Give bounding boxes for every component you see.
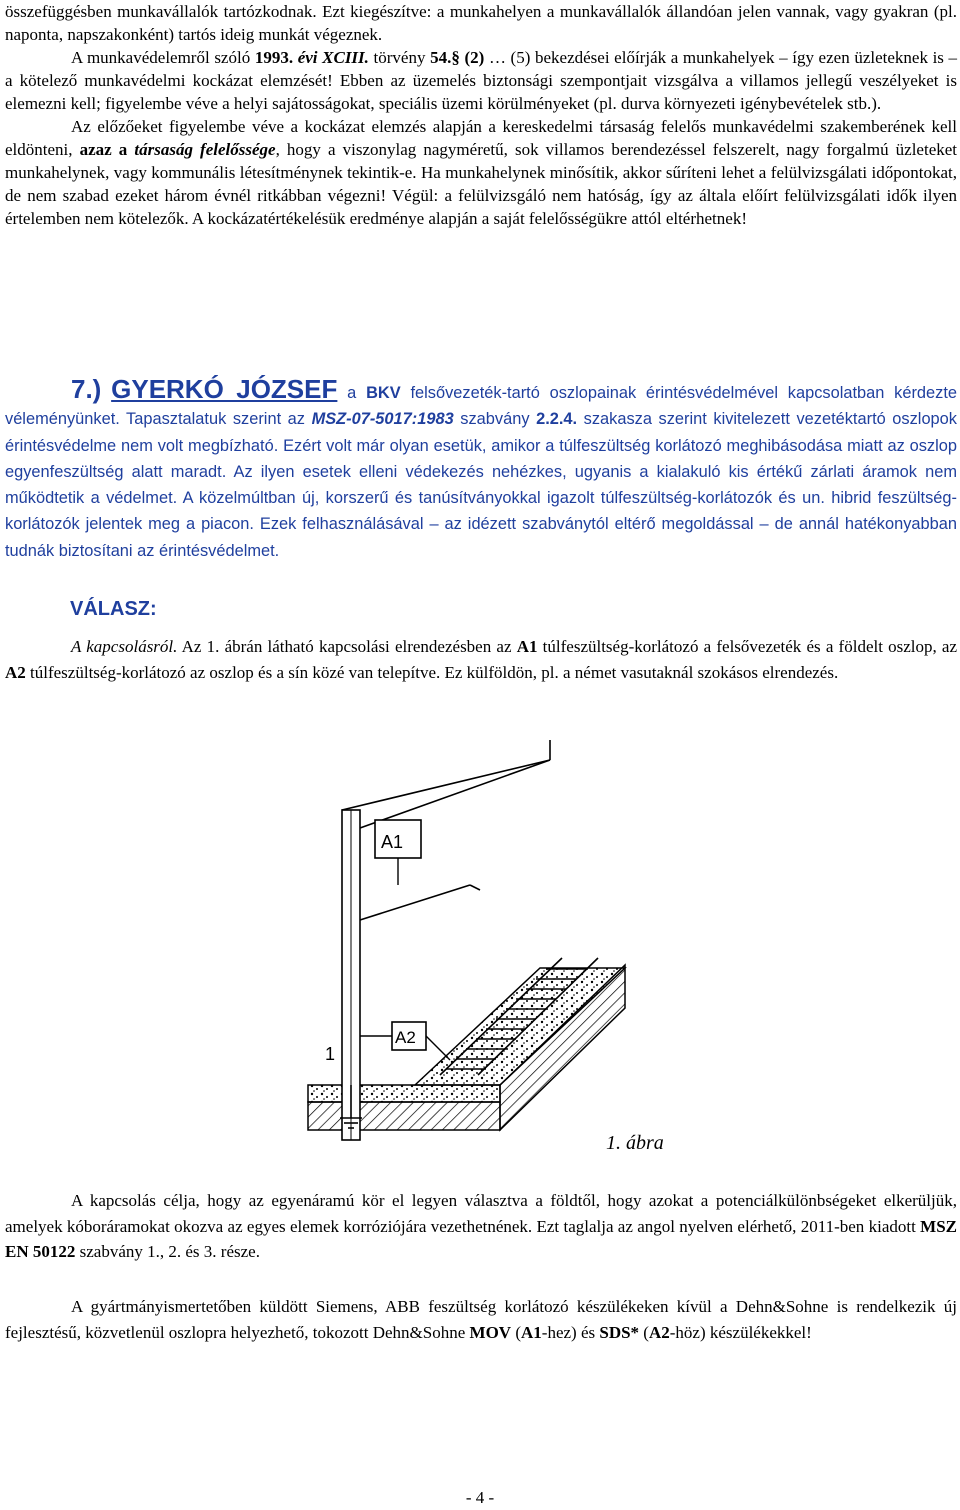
figure-caption: 1. ábra [606,1132,664,1154]
paren-open-1: ( [515,1322,521,1342]
answer-text-3: túlfeszültség-korlátozó az oszlop és a sín közé van telepítve. Ez külföldön, pl. a német vasutaknál szokásos elrendezés. [30,662,839,682]
surge-arrester-a1 [375,820,421,885]
label-a1: A1 [516,637,538,656]
device-sds: SDS* [599,1322,640,1342]
text-consideration: Az előzőeket figyelembe véve a kockázat elemzés alapján a kereskedelmi társaság felelős munkavédelmi szakemberének kell eldönteni, [5,117,957,159]
law-word: törvény [373,48,426,67]
text-responsibility: társaság felelőssége [134,140,276,159]
answer-heading: VÁLASZ: [70,598,157,620]
text-azaz: azaz a [79,140,128,159]
device-mov: MOV [469,1322,512,1342]
manufacturers-text-1: A gyártmányismertetőben küldött Siemens, ABB feszültség korlátozó készülékeken kívül a Dehn&Sohne is rendelkezik új fejlesztésű, közvetlenül oszlopra helyezhető, tokozott Dehn&Sohne [5,1297,957,1342]
text-consideration-rest: , hogy a viszonylag nagyméretű, sok villamos berendezéssel felszerelt, nagy forgalmú üzleteket munkahelynek, vagy kommunális létesítménynek tekintik-e. Ha munkahelynek minősítik, akkor sűríteni lehet a felülvizsgálati időpontokat, de nem szabad ezeket három évnél ritkábban végezni! Végül: a felülvizsgáló nem hatóság, így az általa előírt felülvizsgálati idők ilyen értelemben nem kötelezők. A kockázatértékelésük eredménye alapján a saját felelősségükre attól eltérhetnek! [5,140,958,228]
device-a2: A2 [648,1322,670,1342]
law-year: 1993. [254,48,294,67]
figure-label-1: 1 [325,1044,336,1064]
figure-label-a1: A1 [381,832,404,852]
page-number: - 4 - [465,1488,495,1507]
figure-label-a2: A2 [395,1028,416,1047]
answer-lead: A kapcsolásról. [71,637,178,656]
standard-section: 2.2.4. [536,410,578,429]
question-text-2: szabvány [460,410,530,429]
paren-open-2: ( [643,1322,649,1342]
purpose-text-1: A kapcsolás célja, hogy az egyenáramú kör el legyen választva a földtől, hogy azokat a potenciálkülönbségeket elkerüljük, amelyek kóboráramokat okozva az egyes elemek korróziójára vezethetnének. Ezt taglalja az angol nyelven elérhető, 2011-ben kiadott [5,1191,957,1236]
paragraph-manufacturers [5,1294,957,1345]
surge-arrester-a2 [360,1022,450,1060]
label-a2: A2 [5,662,26,682]
question-number: 7.) [71,374,102,404]
purpose-text-2: szabvány 1., 2. és 3. része. [79,1242,260,1262]
question-text-1: felsővezeték-tartó oszlopainak érintésvédelmével kapcsolatban kérdezte véleményünket. Tapasztalatuk szerint az [5,384,958,429]
text-law-body: … (5) bekezdései előírják a munkahelyek – így ezen üzleteknek is – a kötelező munkavédelmi kockázat elemzését! Ebben az üzemelés biztonsági szempontjait vizsgálva a villamos jellegű veszélyeket is elemezni kell; figyelembe véve a helyi sajátosságokat, speciális üzemi körülményeket (pl. durva környezeti igénybevételek stb.). [5,48,958,113]
law-number: évi XCIII. [297,48,369,67]
answer-text-2: túlfeszültség-korlátozó a felsővezeték és a földelt oszlop, az [542,637,958,656]
standard-reference: MSZ-07-5017:1983 [311,410,454,429]
answer-text-1: Az 1. ábrán látható kapcsolási elrendezésben az [181,637,512,656]
paragraph-risk-assessment [5,0,957,230]
standard-en-50122: MSZ EN 50122 [5,1216,958,1262]
question-7 [5,376,957,564]
text-law-intro: A munkavédelemről szóló [71,48,251,67]
paragraph-purpose [5,1188,957,1265]
company-bkv: BKV [366,384,401,402]
law-paragraph: 54.§ (2) [430,48,485,67]
manufacturers-text-2: -hez) és [541,1322,596,1342]
cantilever-arm [342,740,550,920]
device-a1: A1 [521,1322,542,1342]
manufacturers-text-3: -höz) készülékekkel! [669,1322,812,1342]
question-text-3: szakasza szerint kivitelezett vezetéktartó oszlopok érintésvédelme nem volt megbízható. Ezért volt már olyan esetük, amikor a túlfeszültség korlátozó meghibásodása miatt az oszlop egyenfeszültség alatt maradt. Az ilyen esetek elleni védekezés nehézkes, ugyanis a kialakuló kis értékű zárlati áramok nem működtetik a védelmet. A közelmúltban új, korszerű és tanúsítványokkal igazolt túlfeszültség-korlátozók és un. hibrid feszültség-korlátozók jelentek meg a piacon. Ezek felhasználásával – az idézett szabványtól eltérő megoldással – de annál hatékonyabban tudnák biztosítani az érintésvédelmet. [5,410,957,560]
answer-paragraph [5,634,957,685]
questioner-name: GYERKÓ JÓZSEF [111,374,338,404]
text-intro: összefüggésben munkavállalók tartózkodnak. Ezt kiegészítve: a munkahelyen a munkavállalók állandóan jelen vannak, vagy gyakran (pl. naponta, napszakonként) tartós ideig munkát végeznek. [5,2,957,44]
catenary-pole-diagram [300,740,660,1160]
text-a: a [347,384,357,402]
